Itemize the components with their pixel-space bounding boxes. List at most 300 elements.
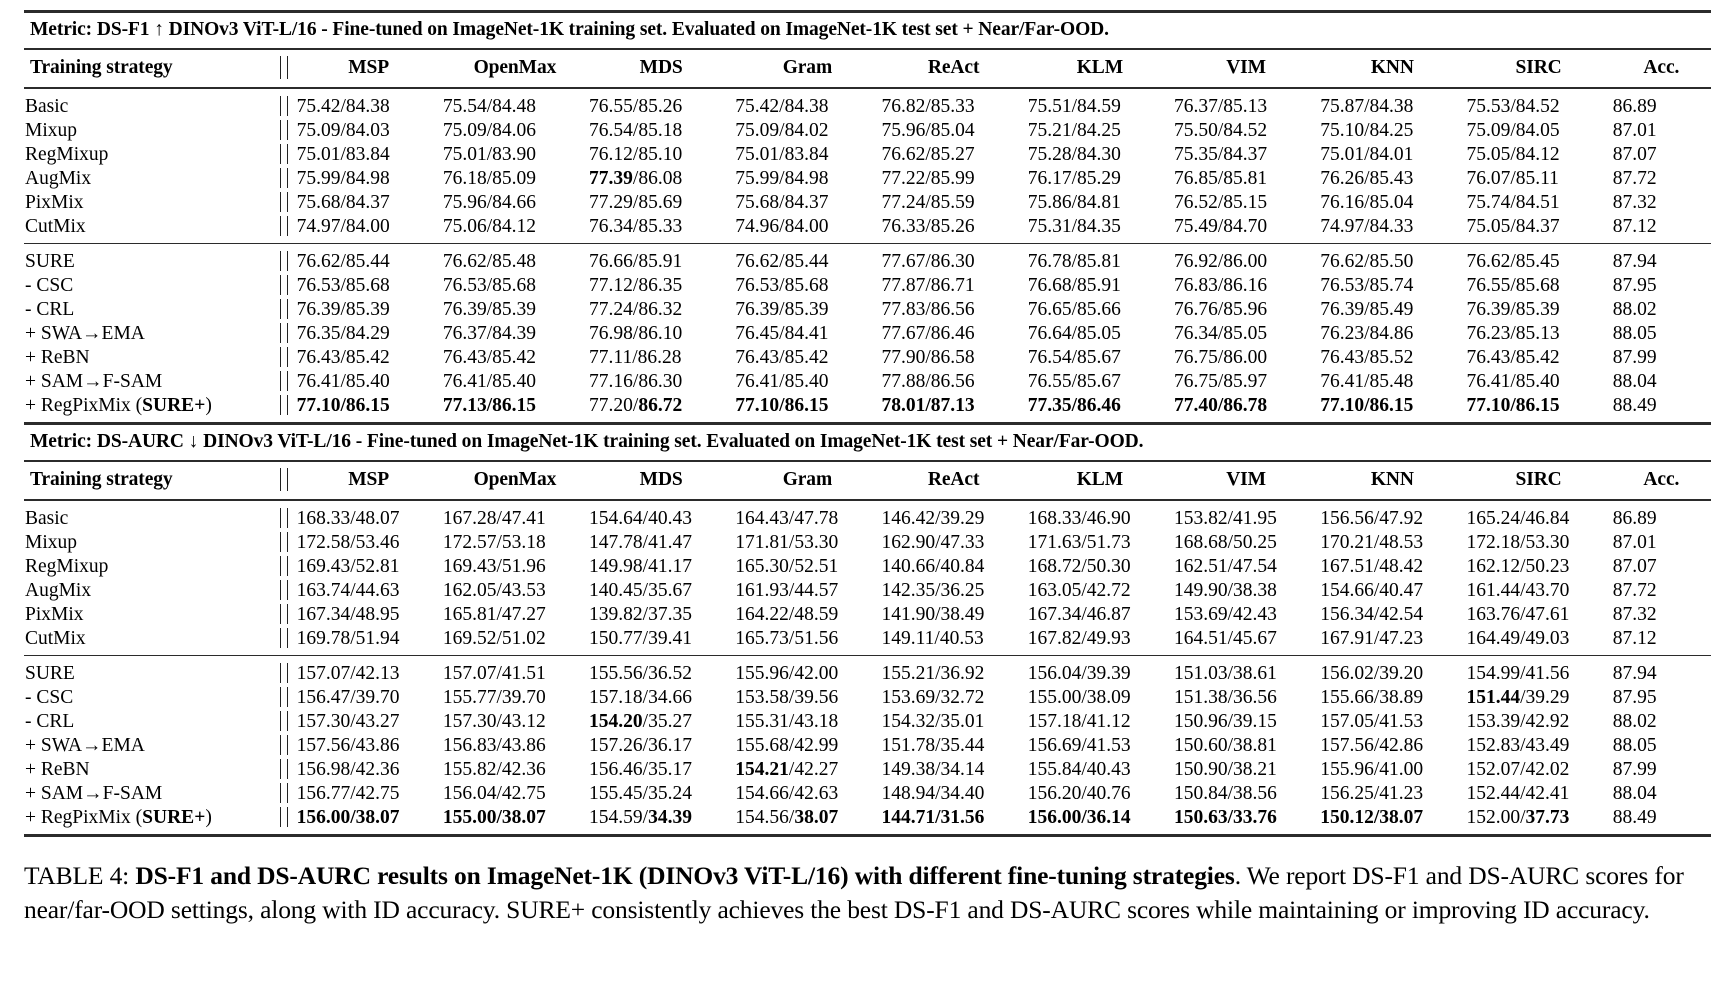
table-cell: 76.62/85.44 bbox=[735, 251, 829, 272]
table-row bbox=[24, 758, 1711, 782]
table-cell: 77.13/86.15 bbox=[442, 395, 536, 416]
table-cell: 87.99 bbox=[1612, 347, 1657, 368]
table-cell: 163.76/47.61 bbox=[1466, 604, 1570, 625]
double-rule-separator bbox=[273, 119, 296, 143]
table-cell: 156.00/38.07 bbox=[296, 807, 400, 828]
double-rule-separator bbox=[273, 370, 296, 394]
table-row bbox=[24, 734, 1711, 758]
column-header-strategy: Training strategy bbox=[30, 469, 173, 490]
table-cell: 75.42/84.38 bbox=[296, 96, 390, 117]
table-cell: 75.10/84.25 bbox=[1320, 120, 1414, 141]
table-row bbox=[24, 191, 1711, 215]
table-cell: 171.81/53.30 bbox=[735, 532, 839, 553]
table-cell: 76.62/85.45 bbox=[1466, 251, 1560, 272]
results-table bbox=[24, 10, 1711, 837]
table-cell: 155.77/39.70 bbox=[442, 687, 546, 708]
table-cell: 76.53/85.74 bbox=[1320, 275, 1414, 296]
row-label: AugMix bbox=[25, 580, 92, 601]
table-cell: 172.18/53.30 bbox=[1466, 532, 1570, 553]
table-cell: 86.89 bbox=[1612, 508, 1657, 529]
double-rule-separator bbox=[273, 167, 296, 191]
table-cell: 77.29/85.69 bbox=[589, 192, 683, 213]
table-row bbox=[24, 662, 1711, 686]
table-cell: 76.43/85.52 bbox=[1320, 347, 1414, 368]
column-header-react: ReAct bbox=[927, 469, 980, 490]
double-rule-separator bbox=[273, 215, 296, 239]
table-cell: 77.10/86.15 bbox=[735, 395, 829, 416]
column-header-sirc: SIRC bbox=[1515, 469, 1562, 490]
table-cell: 154.64/40.43 bbox=[589, 508, 692, 529]
table-cell: 155.00/38.09 bbox=[1027, 687, 1131, 708]
table-cell: 161.93/44.57 bbox=[735, 580, 839, 601]
double-rule-separator bbox=[273, 462, 296, 500]
table-cell: 76.82/85.33 bbox=[881, 96, 975, 117]
table-cell: 155.84/40.43 bbox=[1027, 759, 1131, 780]
table-cell: 153.82/41.95 bbox=[1173, 508, 1277, 529]
table-cell: 162.12/50.23 bbox=[1466, 556, 1570, 577]
table-cell: 87.01 bbox=[1612, 120, 1657, 141]
table-cell: 149.98/41.17 bbox=[589, 556, 692, 577]
table-cell: 164.43/47.78 bbox=[735, 508, 839, 529]
table-row bbox=[24, 346, 1711, 370]
table-cell: 76.62/85.50 bbox=[1320, 251, 1414, 272]
table-cell: 76.55/85.68 bbox=[1466, 275, 1560, 296]
table-cell: 76.23/84.86 bbox=[1320, 323, 1414, 344]
table-cell: 77.39/86.08 bbox=[589, 168, 683, 189]
double-rule-separator bbox=[273, 50, 296, 88]
table-cell: 76.43/85.42 bbox=[1466, 347, 1560, 368]
table-cell: 140.45/35.67 bbox=[589, 580, 692, 601]
table-cell: 165.24/46.84 bbox=[1466, 508, 1570, 529]
table-cell: 87.95 bbox=[1612, 275, 1657, 296]
table-cell: 75.05/84.37 bbox=[1466, 216, 1560, 237]
table-row bbox=[24, 806, 1711, 830]
table-cell: 77.16/86.30 bbox=[589, 371, 683, 392]
table-cell: 151.44/39.29 bbox=[1466, 687, 1570, 708]
table-row bbox=[24, 95, 1711, 119]
table-cell: 74.97/84.33 bbox=[1320, 216, 1414, 237]
row-label: CutMix bbox=[25, 628, 86, 649]
caption-label: TABLE 4: bbox=[24, 861, 136, 890]
table-cell: 76.55/85.26 bbox=[589, 96, 683, 117]
double-rule-separator bbox=[273, 734, 296, 758]
metric-caption-row bbox=[24, 425, 1711, 461]
double-rule-separator bbox=[273, 531, 296, 555]
table-cell: 76.43/85.42 bbox=[296, 347, 390, 368]
table-cell: 77.10/86.15 bbox=[1466, 395, 1560, 416]
double-rule-separator bbox=[273, 298, 296, 322]
table-cell: 168.72/50.30 bbox=[1027, 556, 1131, 577]
table-cell: 76.39/85.49 bbox=[1320, 299, 1414, 320]
table-cell: 76.62/85.48 bbox=[442, 251, 536, 272]
table-row bbox=[24, 167, 1711, 191]
table-row bbox=[24, 322, 1711, 346]
table-cell: 155.68/42.99 bbox=[735, 735, 839, 756]
table-cell: 153.69/42.43 bbox=[1173, 604, 1277, 625]
table-cell: 75.01/83.84 bbox=[735, 144, 829, 165]
table-cell: 155.96/42.00 bbox=[735, 663, 839, 684]
table-cell: 154.59/34.39 bbox=[589, 807, 692, 828]
row-label: + SAM→F-SAM bbox=[25, 783, 163, 804]
table-cell: 88.02 bbox=[1612, 711, 1657, 732]
table-cell: 87.07 bbox=[1612, 144, 1657, 165]
column-header-klm: KLM bbox=[1076, 469, 1123, 490]
table-cell: 157.18/34.66 bbox=[589, 687, 692, 708]
table-cell: 156.04/39.39 bbox=[1027, 663, 1131, 684]
table-cell: 169.43/51.96 bbox=[442, 556, 546, 577]
row-label: Mixup bbox=[25, 120, 78, 141]
table-cell: 76.39/85.39 bbox=[1466, 299, 1560, 320]
table-cell: 76.07/85.11 bbox=[1466, 168, 1559, 189]
double-rule-separator bbox=[273, 394, 296, 418]
table-cell: 77.22/85.99 bbox=[881, 168, 975, 189]
table-cell: 87.12 bbox=[1612, 628, 1657, 649]
table-cell: 76.52/85.15 bbox=[1173, 192, 1268, 213]
column-header-vim: VIM bbox=[1226, 469, 1266, 490]
table-cell: 76.18/85.09 bbox=[442, 168, 536, 189]
table-cell: 155.31/43.18 bbox=[735, 711, 839, 732]
double-rule-separator bbox=[273, 507, 296, 531]
table-cell: 171.63/51.73 bbox=[1027, 532, 1131, 553]
table-cell: 168.68/50.25 bbox=[1173, 532, 1277, 553]
table-cell: 156.77/42.75 bbox=[296, 783, 400, 804]
table-cell: 154.56/38.07 bbox=[735, 807, 839, 828]
table-cell: 150.96/39.15 bbox=[1173, 711, 1277, 732]
table-row bbox=[24, 710, 1711, 734]
double-rule-separator bbox=[273, 782, 296, 806]
table-cell: 151.78/35.44 bbox=[881, 735, 985, 756]
row-label: PixMix bbox=[25, 192, 84, 213]
caption-rest: . We report DS-F1 and DS-AURC scores for near/far-OOD settings, along with ID accuracy. SURE+ consistently achieves the best DS-F1 and DS-AURC scores while maintaining or improving ID accuracy. bbox=[24, 861, 1684, 924]
table-cell: 76.39/85.39 bbox=[735, 299, 829, 320]
double-rule-separator bbox=[273, 603, 296, 627]
double-rule-separator bbox=[273, 627, 296, 651]
table-cell: 156.47/39.70 bbox=[296, 687, 400, 708]
table-cell: 74.97/84.00 bbox=[296, 216, 390, 237]
table-cell: 75.68/84.37 bbox=[735, 192, 829, 213]
table-cell: 76.65/85.66 bbox=[1027, 299, 1121, 320]
table-cell: 88.05 bbox=[1612, 323, 1657, 344]
table-cell: 76.37/85.13 bbox=[1173, 96, 1268, 117]
table-cell: 76.45/84.41 bbox=[735, 323, 829, 344]
double-rule-separator bbox=[273, 274, 296, 298]
table-cell: 77.35/86.46 bbox=[1027, 395, 1121, 416]
table-cell: 167.28/47.41 bbox=[442, 508, 546, 529]
double-rule-separator bbox=[273, 95, 296, 119]
table-cell: 76.43/85.42 bbox=[442, 347, 536, 368]
table-cell: 157.30/43.12 bbox=[442, 711, 546, 732]
table-cell: 154.66/42.63 bbox=[735, 783, 839, 804]
table-cell: 87.07 bbox=[1612, 556, 1657, 577]
table-cell: 148.94/34.40 bbox=[881, 783, 985, 804]
table-row bbox=[24, 250, 1711, 274]
results-table-body bbox=[24, 12, 1711, 838]
table-cell: 163.05/42.72 bbox=[1027, 580, 1131, 601]
table-cell: 75.09/84.03 bbox=[296, 120, 390, 141]
table-row bbox=[24, 394, 1711, 418]
column-header-strategy: Training strategy bbox=[30, 57, 173, 78]
table-cell: 75.35/84.37 bbox=[1173, 144, 1268, 165]
table-cell: 76.34/85.05 bbox=[1173, 323, 1268, 344]
table-cell: 76.39/85.39 bbox=[296, 299, 390, 320]
table-cell: 87.95 bbox=[1612, 687, 1657, 708]
row-label: PixMix bbox=[25, 604, 84, 625]
column-header-sirc: SIRC bbox=[1515, 57, 1562, 78]
table-cell: 142.35/36.25 bbox=[881, 580, 985, 601]
table-cell: 156.98/42.36 bbox=[296, 759, 400, 780]
table-cell: 77.67/86.30 bbox=[881, 251, 975, 272]
row-label: + SAM→F-SAM bbox=[25, 371, 163, 392]
column-header-acc: Acc. bbox=[1643, 469, 1680, 490]
double-rule-separator bbox=[273, 143, 296, 167]
column-header-mds: MDS bbox=[639, 469, 683, 490]
table-cell: 77.20/86.72 bbox=[589, 395, 683, 416]
table-cell: 157.56/42.86 bbox=[1320, 735, 1424, 756]
table-cell: 76.85/85.81 bbox=[1173, 168, 1268, 189]
table-cell: 172.57/53.18 bbox=[442, 532, 546, 553]
table-cell: 76.66/85.91 bbox=[589, 251, 683, 272]
row-label: RegMixup bbox=[25, 556, 109, 577]
table-cell: 156.34/42.54 bbox=[1320, 604, 1424, 625]
double-rule-separator bbox=[273, 579, 296, 603]
table-cell: 167.34/48.95 bbox=[296, 604, 400, 625]
table-cell: 151.03/38.61 bbox=[1173, 663, 1277, 684]
table-cell: 150.84/38.56 bbox=[1173, 783, 1277, 804]
table-cell: 156.20/40.76 bbox=[1027, 783, 1131, 804]
table-cell: 153.58/39.56 bbox=[735, 687, 839, 708]
table-cell: 140.66/40.84 bbox=[881, 556, 985, 577]
column-header-gram: Gram bbox=[782, 57, 833, 78]
table-cell: 76.41/85.40 bbox=[442, 371, 536, 392]
table-cell: 75.49/84.70 bbox=[1173, 216, 1268, 237]
table-cell: 77.67/86.46 bbox=[881, 323, 975, 344]
table-row bbox=[24, 143, 1711, 167]
table-cell: 88.04 bbox=[1612, 371, 1657, 392]
table-cell: 162.90/47.33 bbox=[881, 532, 985, 553]
table-cell: 75.51/84.59 bbox=[1027, 96, 1121, 117]
table-cell: 162.51/47.54 bbox=[1173, 556, 1277, 577]
table-cell: 155.00/38.07 bbox=[442, 807, 546, 828]
table-cell: 76.17/85.29 bbox=[1027, 168, 1121, 189]
table-cell: 155.66/38.89 bbox=[1320, 687, 1424, 708]
table-cell: 75.74/84.51 bbox=[1466, 192, 1560, 213]
double-rule-separator bbox=[273, 346, 296, 370]
column-header-gram: Gram bbox=[782, 469, 833, 490]
table-cell: 169.43/52.81 bbox=[296, 556, 400, 577]
table-row bbox=[24, 531, 1711, 555]
column-header-row bbox=[24, 462, 1711, 500]
column-header-vim: VIM bbox=[1226, 57, 1266, 78]
table-row bbox=[24, 119, 1711, 143]
table-cell: 75.68/84.37 bbox=[296, 192, 390, 213]
table-caption bbox=[24, 859, 1711, 927]
table-cell: 87.99 bbox=[1612, 759, 1657, 780]
table-cell: 157.26/36.17 bbox=[589, 735, 692, 756]
table-cell: 76.75/85.97 bbox=[1173, 371, 1268, 392]
table-cell: 154.66/40.47 bbox=[1320, 580, 1424, 601]
table-cell: 152.44/42.41 bbox=[1466, 783, 1570, 804]
table-cell: 77.87/86.71 bbox=[881, 275, 975, 296]
table-row bbox=[24, 627, 1711, 651]
table-cell: 154.20/35.27 bbox=[589, 711, 692, 732]
table-cell: 157.07/41.51 bbox=[442, 663, 546, 684]
table-cell: 76.41/85.40 bbox=[735, 371, 829, 392]
table-cell: 75.99/84.98 bbox=[735, 168, 829, 189]
table-cell: 76.54/85.67 bbox=[1027, 347, 1121, 368]
table-cell: 155.82/42.36 bbox=[442, 759, 546, 780]
table-cell: 147.78/41.47 bbox=[589, 532, 692, 553]
table-row bbox=[24, 370, 1711, 394]
table-cell: 156.56/47.92 bbox=[1320, 508, 1424, 529]
table-cell: 157.05/41.53 bbox=[1320, 711, 1424, 732]
table-cell: 157.07/42.13 bbox=[296, 663, 400, 684]
table-cell: 164.22/48.59 bbox=[735, 604, 839, 625]
double-rule-separator bbox=[273, 806, 296, 830]
table-cell: 76.26/85.43 bbox=[1320, 168, 1414, 189]
table-cell: 155.45/35.24 bbox=[589, 783, 692, 804]
table-cell: 156.25/41.23 bbox=[1320, 783, 1424, 804]
table-row bbox=[24, 603, 1711, 627]
table-cell: 87.72 bbox=[1612, 580, 1657, 601]
table-cell: 154.99/41.56 bbox=[1466, 663, 1570, 684]
table-cell: 76.75/86.00 bbox=[1173, 347, 1268, 368]
table-cell: 75.01/83.90 bbox=[442, 144, 536, 165]
table-cell: 88.04 bbox=[1612, 783, 1657, 804]
table-cell: 75.54/84.48 bbox=[442, 96, 536, 117]
table-row bbox=[24, 579, 1711, 603]
table-cell: 162.05/43.53 bbox=[442, 580, 546, 601]
table-cell: 88.49 bbox=[1612, 395, 1657, 416]
table-cell: 154.32/35.01 bbox=[881, 711, 985, 732]
table-cell: 75.96/84.66 bbox=[442, 192, 536, 213]
table-cell: 156.00/36.14 bbox=[1027, 807, 1131, 828]
table-cell: 76.41/85.40 bbox=[1466, 371, 1560, 392]
column-header-knn: KNN bbox=[1370, 469, 1414, 490]
table-cell: 172.58/53.46 bbox=[296, 532, 400, 553]
table-cell: 149.38/34.14 bbox=[881, 759, 985, 780]
metric-caption-row bbox=[24, 13, 1711, 49]
table-cell: 76.64/85.05 bbox=[1027, 323, 1121, 344]
row-label: + RegPixMix (SURE+) bbox=[25, 395, 212, 416]
table-cell: 75.86/84.81 bbox=[1027, 192, 1121, 213]
column-header-knn: KNN bbox=[1370, 57, 1414, 78]
column-header-msp: MSP bbox=[348, 57, 390, 78]
row-label: + ReBN bbox=[25, 759, 90, 780]
column-header-react: ReAct bbox=[927, 57, 980, 78]
table-cell: 76.43/85.42 bbox=[735, 347, 829, 368]
table-cell: 141.90/38.49 bbox=[881, 604, 985, 625]
table-cell: 139.82/37.35 bbox=[589, 604, 692, 625]
table-cell: 77.11/86.28 bbox=[589, 347, 682, 368]
table-cell: 169.78/51.94 bbox=[296, 628, 400, 649]
table-cell: 77.24/86.32 bbox=[589, 299, 683, 320]
table-cell: 150.77/39.41 bbox=[589, 628, 692, 649]
table-cell: 76.55/85.67 bbox=[1027, 371, 1121, 392]
table-cell: 87.94 bbox=[1612, 251, 1657, 272]
table-cell: 151.38/36.56 bbox=[1173, 687, 1277, 708]
row-label: Basic bbox=[25, 508, 69, 529]
table-cell: 77.83/86.56 bbox=[881, 299, 975, 320]
table-cell: 86.89 bbox=[1612, 96, 1657, 117]
column-header-mds: MDS bbox=[639, 57, 683, 78]
table-cell: 87.72 bbox=[1612, 168, 1657, 189]
table-cell: 76.39/85.39 bbox=[442, 299, 536, 320]
table-cell: 74.96/84.00 bbox=[735, 216, 829, 237]
table-cell: 87.94 bbox=[1612, 663, 1657, 684]
table-cell: 152.00/37.73 bbox=[1466, 807, 1570, 828]
caption-bold: DS-F1 and DS-AURC results on ImageNet-1K (DINOv3 ViT-L/16) with different fine-tuning strategies bbox=[135, 861, 1235, 890]
table-cell: 77.90/86.58 bbox=[881, 347, 975, 368]
row-label: - CSC bbox=[25, 275, 74, 296]
horizontal-rule bbox=[24, 836, 1711, 838]
table-cell: 156.69/41.53 bbox=[1027, 735, 1131, 756]
column-header-openmax: OpenMax bbox=[473, 469, 557, 490]
table-cell: 167.91/47.23 bbox=[1320, 628, 1424, 649]
table-cell: 164.51/45.67 bbox=[1173, 628, 1277, 649]
row-label: Basic bbox=[25, 96, 69, 117]
table-cell: 75.96/85.04 bbox=[881, 120, 975, 141]
table-cell: 155.56/36.52 bbox=[589, 663, 692, 684]
table-cell: 155.21/36.92 bbox=[881, 663, 985, 684]
table-cell: 76.23/85.13 bbox=[1466, 323, 1560, 344]
table-cell: 163.74/44.63 bbox=[296, 580, 400, 601]
table-cell: 75.42/84.38 bbox=[735, 96, 829, 117]
table-cell: 168.33/48.07 bbox=[296, 508, 400, 529]
table-cell: 76.76/85.96 bbox=[1173, 299, 1268, 320]
table-cell: 76.83/86.16 bbox=[1173, 275, 1268, 296]
table-cell: 76.33/85.26 bbox=[881, 216, 975, 237]
table-row bbox=[24, 686, 1711, 710]
row-label: + SWA→EMA bbox=[25, 735, 145, 756]
row-label: SURE bbox=[25, 251, 75, 272]
row-label: AugMix bbox=[25, 168, 92, 189]
table-cell: 155.96/41.00 bbox=[1320, 759, 1424, 780]
table-cell: 76.53/85.68 bbox=[735, 275, 829, 296]
table-cell: 169.52/51.02 bbox=[442, 628, 546, 649]
table-cell: 76.41/85.48 bbox=[1320, 371, 1414, 392]
table-cell: 75.99/84.98 bbox=[296, 168, 390, 189]
row-label: CutMix bbox=[25, 216, 86, 237]
row-label: Mixup bbox=[25, 532, 78, 553]
table-cell: 149.90/38.38 bbox=[1173, 580, 1277, 601]
table-cell: 77.88/86.56 bbox=[881, 371, 975, 392]
table-cell: 150.90/38.21 bbox=[1173, 759, 1277, 780]
metric-caption: Metric: DS-F1 ↑ DINOv3 ViT-L/16 - Fine-tuned on ImageNet-1K training set. Evaluated on ImageNet-1K test set + Near/Far-OOD. bbox=[30, 19, 1109, 40]
row-label: SURE bbox=[25, 663, 75, 684]
table-cell: 156.83/43.86 bbox=[442, 735, 546, 756]
table-cell: 75.01/83.84 bbox=[296, 144, 390, 165]
row-label: - CRL bbox=[25, 299, 75, 320]
table-cell: 165.81/47.27 bbox=[442, 604, 546, 625]
table-cell: 167.51/48.42 bbox=[1320, 556, 1424, 577]
table-cell: 75.09/84.05 bbox=[1466, 120, 1560, 141]
table-cell: 76.54/85.18 bbox=[589, 120, 683, 141]
table-cell: 77.10/86.15 bbox=[296, 395, 390, 416]
table-cell: 144.71/31.56 bbox=[881, 807, 985, 828]
table-cell: 157.56/43.86 bbox=[296, 735, 400, 756]
table-cell: 149.11/40.53 bbox=[881, 628, 984, 649]
table-cell: 87.12 bbox=[1612, 216, 1657, 237]
table-cell: 75.09/84.02 bbox=[735, 120, 829, 141]
table-cell: 76.62/85.27 bbox=[881, 144, 975, 165]
row-label: RegMixup bbox=[25, 144, 109, 165]
table-cell: 75.28/84.30 bbox=[1027, 144, 1121, 165]
table-cell: 153.39/42.92 bbox=[1466, 711, 1570, 732]
table-cell: 76.92/86.00 bbox=[1173, 251, 1268, 272]
table-cell: 157.18/41.12 bbox=[1027, 711, 1131, 732]
table-cell: 76.35/84.29 bbox=[296, 323, 390, 344]
table-cell: 75.06/84.12 bbox=[442, 216, 536, 237]
